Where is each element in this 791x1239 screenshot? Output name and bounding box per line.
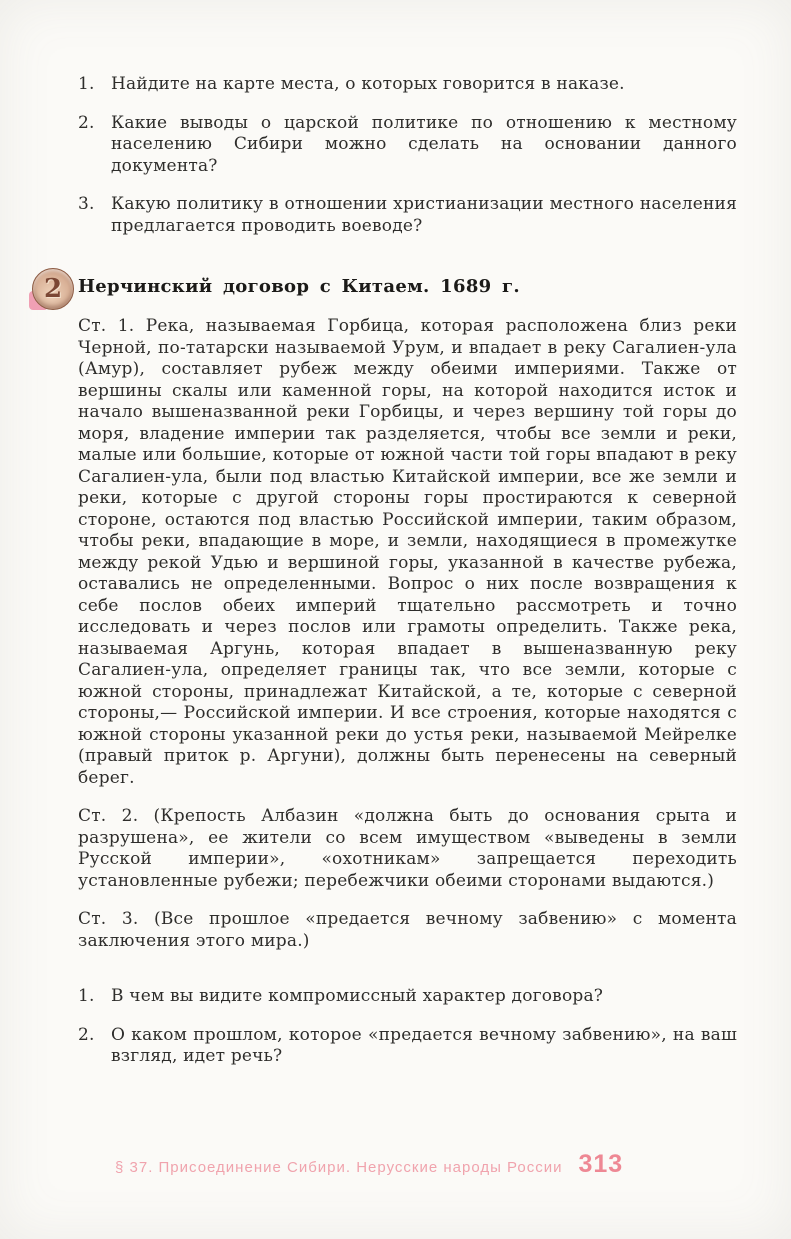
treaty-article-2: Ст. 2. (Крепость Албазин «должна быть до основания срыта и разрушена», ее жители со всем имуществом «выведены в земли Русской империи», «охотникам» запрещается переходить установленные рубежи; перебежчики обеими сторонами выдаются.) — [78, 806, 737, 891]
question-number: 1. — [78, 74, 95, 94]
page-content — [43, 0, 737, 1085]
document-header — [43, 274, 737, 304]
question-item — [78, 194, 737, 237]
question-number: 2. — [78, 112, 95, 133]
question-text: О каком прошлом, которое «предается вечному забвению», на ваш взгляд, идет речь? — [111, 1024, 737, 1066]
page-footer — [115, 1150, 623, 1179]
question-item — [78, 986, 737, 1008]
question-text: Какие выводы о царской политике по отношению к местному населению Сибири можно сделать на основании данного документа? — [111, 112, 737, 176]
question-item — [78, 1025, 737, 1068]
question-number: 1. — [78, 986, 95, 1006]
question-item — [78, 113, 737, 178]
badge-circle-icon — [32, 268, 74, 310]
document-title: Нерчинский договор с Китаем. 1689 г. — [78, 276, 520, 297]
footer-section-title: § 37. Присоединение Сибири. Нерусские народы России — [115, 1159, 563, 1176]
question-number: 3. — [78, 194, 95, 214]
question-text: Какую политику в отношении христианизации местного населения предлагается проводить воеводе? — [111, 194, 737, 236]
bottom-questions-list — [78, 986, 737, 1068]
top-questions-list — [78, 74, 737, 237]
document-number-badge — [32, 268, 74, 310]
question-text: В чем вы видите компромиссный характер договора? — [111, 986, 604, 1006]
treaty-article-1: Ст. 1. Река, называемая Горбица, которая расположена близ реки Черной, по-татарски называемой Урум, и впадает в реку Сагалиен-ула (Амур), составляет рубеж между обеими империями. Также от вершины скалы или каменной горы, на которой находится исток и начало вышеназванной реки Горбицы, и через вершину той горы до моря, владение империи так разделяется, чтобы все земли и реки, малые или большие, которые от южной части той горы впадают в реку Сагалиен-ула, были под властью Китайской империи, все же земли и реки, которые с другой стороны горы простираются к северной стороне, остаются под властью Российской империи, таким образом, чтобы реки, впадающие в море, и земли, находящиеся в промежутке между рекой Удью и вершиной горы, указанной в качестве рубежа, оставались не определенными. Вопрос о них после возвращения к себе послов обеих империй тщательно рассмотреть и точно исследовать и через послов или грамоты определить. Также река, называемая Аргунь, которая впадает в вышеназванную реку Сагалиен-ула, определяет границы так, что все земли, которые с южной стороны, принадлежат Китайской, а те, которые с северной стороны,— Российской империи. И все строения, которые находятся с южной стороны указанной реки до устья реки, называемой Мейрелке (правый приток р. Аргуни), должны быть перенесены на северный берег. — [78, 316, 737, 788]
question-text: Найдите на карте места, о которых говорится в наказе. — [111, 74, 625, 94]
treaty-article-3: Ст. 3. (Все прошлое «предается вечному забвению» с момента заключения этого мира.) — [78, 909, 737, 951]
question-item — [78, 74, 737, 96]
badge-digit: 2 — [43, 274, 63, 304]
footer-page-number: 313 — [578, 1150, 624, 1178]
question-number: 2. — [78, 1024, 95, 1045]
